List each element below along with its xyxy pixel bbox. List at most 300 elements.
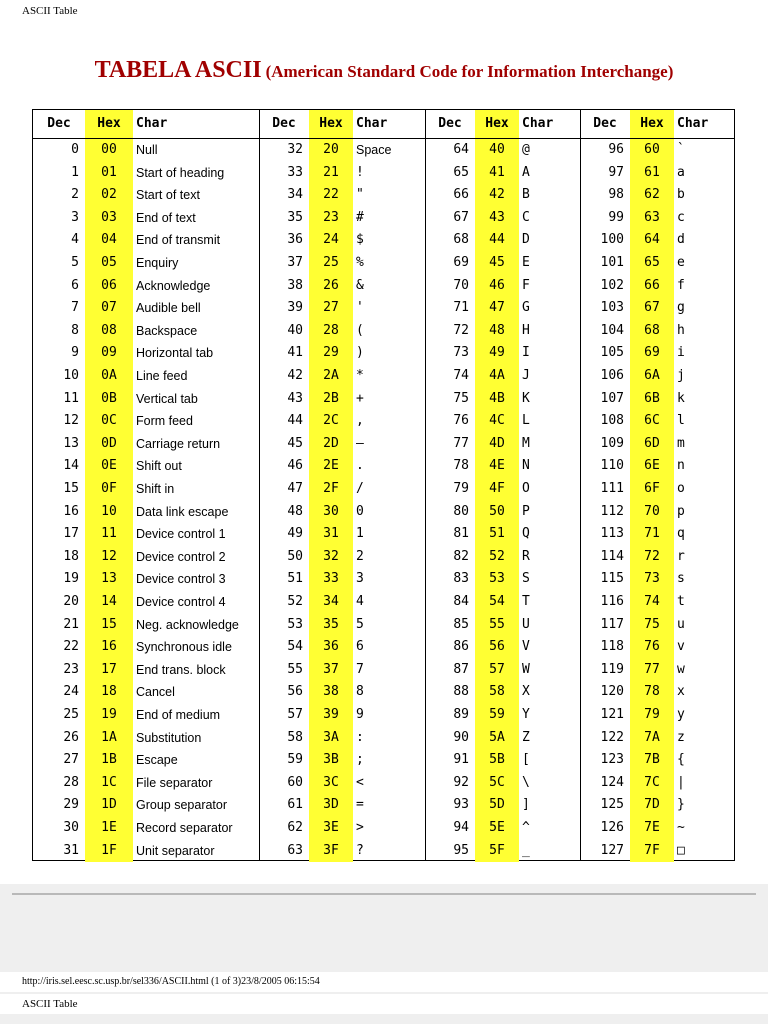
hex-cell: 4C bbox=[475, 410, 519, 433]
header-dec: Dec bbox=[272, 116, 296, 131]
dec-cell: 37 bbox=[287, 255, 303, 270]
hex-cell: 46 bbox=[475, 275, 519, 298]
dec-cell: 107 bbox=[600, 390, 624, 406]
hex-cell: 23 bbox=[309, 207, 353, 230]
char-cell: b bbox=[677, 187, 685, 203]
hex-cell: 03 bbox=[85, 207, 133, 230]
char-cell: Shift in bbox=[136, 482, 175, 496]
hex-cell: 61 bbox=[630, 162, 674, 185]
char-cell: < bbox=[356, 774, 364, 790]
hex-cell: 2C bbox=[309, 410, 353, 433]
char-cell: * bbox=[356, 368, 364, 383]
dec-cell: 3 bbox=[71, 209, 79, 225]
char-cell: e bbox=[677, 255, 685, 270]
dec-cell: 87 bbox=[453, 661, 469, 677]
hex-cell: 51 bbox=[475, 523, 519, 546]
dec-cell: 21 bbox=[63, 616, 79, 632]
hex-cell: 78 bbox=[630, 681, 674, 704]
char-cell: h bbox=[677, 322, 685, 338]
dec-cell: 17 bbox=[63, 526, 79, 542]
dec-cell: 114 bbox=[600, 548, 624, 564]
dec-cell: 113 bbox=[600, 526, 624, 542]
dec-cell: 61 bbox=[287, 797, 303, 813]
dec-cell: 66 bbox=[453, 187, 469, 203]
dec-cell: 72 bbox=[453, 322, 469, 338]
hex-cell: 3C bbox=[309, 772, 353, 795]
char-cell: Device control 2 bbox=[136, 549, 226, 564]
dec-cell: 79 bbox=[453, 481, 469, 496]
hex-cell: 2D bbox=[309, 433, 353, 456]
hex-cell: 0D bbox=[85, 433, 133, 456]
header-dec: Dec bbox=[47, 116, 71, 131]
hex-cell: 0B bbox=[85, 388, 133, 411]
dec-cell: 86 bbox=[453, 639, 469, 655]
dec-cell: 90 bbox=[453, 729, 469, 745]
table-row bbox=[33, 568, 734, 591]
char-cell: Y bbox=[522, 707, 530, 722]
dec-cell: 68 bbox=[453, 232, 469, 248]
hex-cell: 39 bbox=[309, 704, 353, 727]
char-cell: 6 bbox=[356, 639, 364, 655]
dec-cell: 26 bbox=[63, 729, 79, 745]
dec-cell: 120 bbox=[600, 684, 624, 700]
dec-cell: 14 bbox=[63, 458, 79, 474]
hex-cell: 13 bbox=[85, 568, 133, 591]
hex-cell: 5E bbox=[475, 817, 519, 840]
char-cell: > bbox=[356, 820, 364, 835]
hex-cell: 66 bbox=[630, 275, 674, 298]
dec-cell: 99 bbox=[608, 209, 624, 225]
footer-title: ASCII Table bbox=[22, 998, 78, 1010]
group-divider bbox=[425, 110, 426, 860]
dec-cell: 56 bbox=[287, 684, 303, 700]
header-char: Char bbox=[677, 116, 709, 131]
hex-cell: 22 bbox=[309, 184, 353, 207]
dec-cell: 58 bbox=[287, 729, 303, 745]
dec-cell: 73 bbox=[453, 345, 469, 361]
dec-cell: 117 bbox=[600, 616, 624, 632]
hex-cell: 38 bbox=[309, 681, 353, 704]
hex-cell: 79 bbox=[630, 704, 674, 727]
hex-cell: 18 bbox=[85, 681, 133, 704]
table-row bbox=[33, 614, 734, 637]
hex-cell: 77 bbox=[630, 659, 674, 682]
hex-cell: 14 bbox=[85, 591, 133, 614]
dec-cell: 30 bbox=[63, 820, 79, 835]
dec-cell: 74 bbox=[453, 368, 469, 383]
char-cell: ] bbox=[522, 797, 530, 813]
char-cell: End trans. block bbox=[136, 662, 226, 677]
hex-cell: 01 bbox=[85, 162, 133, 185]
hex-cell: 35 bbox=[309, 614, 353, 637]
dec-cell: 7 bbox=[71, 300, 79, 316]
dec-cell: 81 bbox=[453, 526, 469, 542]
hex-cell: 10 bbox=[85, 501, 133, 524]
char-cell: □ bbox=[677, 842, 685, 858]
table-row bbox=[33, 794, 734, 817]
hex-cell: 60 bbox=[630, 139, 674, 162]
char-cell: u bbox=[677, 616, 685, 632]
hex-cell: 56 bbox=[475, 636, 519, 659]
hex-cell: 43 bbox=[475, 207, 519, 230]
dec-cell: 104 bbox=[600, 322, 624, 338]
hex-cell: 1B bbox=[85, 749, 133, 772]
char-cell: i bbox=[677, 345, 685, 361]
dec-cell: 89 bbox=[453, 707, 469, 722]
dec-cell: 112 bbox=[600, 503, 624, 519]
dec-cell: 12 bbox=[63, 413, 79, 429]
hex-cell: 06 bbox=[85, 275, 133, 298]
dec-cell: 39 bbox=[287, 300, 303, 316]
dec-cell: 111 bbox=[600, 481, 624, 496]
table-row bbox=[33, 229, 734, 252]
header-char: Char bbox=[356, 116, 388, 131]
dec-cell: 109 bbox=[600, 435, 624, 451]
group-divider bbox=[259, 110, 260, 860]
char-cell: % bbox=[356, 255, 364, 270]
dec-cell: 101 bbox=[600, 255, 624, 270]
hex-cell: 7C bbox=[630, 772, 674, 795]
char-cell: ( bbox=[356, 322, 364, 338]
table-row bbox=[33, 410, 734, 433]
dec-cell: 11 bbox=[63, 390, 79, 406]
page-title-main: TABELA ASCII bbox=[94, 57, 262, 83]
dec-cell: 48 bbox=[287, 503, 303, 519]
char-cell: . bbox=[356, 458, 364, 474]
dec-cell: 123 bbox=[600, 752, 624, 768]
table-row bbox=[33, 681, 734, 704]
char-cell: [ bbox=[522, 752, 530, 768]
hex-cell: 32 bbox=[309, 546, 353, 569]
dec-cell: 118 bbox=[600, 639, 624, 655]
char-cell: y bbox=[677, 707, 685, 722]
hex-cell: 12 bbox=[85, 546, 133, 569]
hex-cell: 07 bbox=[85, 297, 133, 320]
char-cell: W bbox=[522, 661, 530, 677]
dec-cell: 9 bbox=[71, 345, 79, 361]
hex-cell: 44 bbox=[475, 229, 519, 252]
char-cell: Line feed bbox=[136, 369, 188, 383]
hex-cell: 4A bbox=[475, 365, 519, 388]
page-title bbox=[0, 57, 768, 84]
char-cell: End of text bbox=[136, 210, 196, 225]
char-cell: Unit separator bbox=[136, 843, 215, 858]
char-cell: Cancel bbox=[136, 685, 175, 700]
char-cell: + bbox=[356, 390, 364, 406]
char-cell: s bbox=[677, 571, 685, 587]
char-cell: Vertical tab bbox=[136, 391, 198, 406]
table-row bbox=[33, 184, 734, 207]
char-cell: Data link escape bbox=[136, 504, 229, 519]
char-cell: V bbox=[522, 639, 530, 655]
dec-cell: 65 bbox=[453, 164, 469, 180]
table-row bbox=[33, 455, 734, 478]
hex-cell: 1F bbox=[85, 840, 133, 863]
hex-cell: 72 bbox=[630, 546, 674, 569]
char-cell: End of medium bbox=[136, 708, 221, 722]
char-cell: @ bbox=[522, 142, 530, 157]
hex-cell: 19 bbox=[85, 704, 133, 727]
char-cell: r bbox=[677, 548, 685, 564]
dec-cell: 46 bbox=[287, 458, 303, 474]
char-cell: B bbox=[522, 187, 530, 203]
hex-cell: 64 bbox=[630, 229, 674, 252]
hex-cell: 5B bbox=[475, 749, 519, 772]
dec-cell: 63 bbox=[287, 842, 303, 858]
table-row bbox=[33, 546, 734, 569]
char-cell: C bbox=[522, 209, 530, 225]
dec-cell: 62 bbox=[287, 820, 303, 835]
dec-cell: 10 bbox=[63, 368, 79, 383]
hex-cell: 3F bbox=[309, 840, 353, 863]
header-char: Char bbox=[136, 116, 168, 131]
char-cell: Start of heading bbox=[136, 165, 225, 180]
footer-title-bar bbox=[0, 994, 768, 1014]
char-cell: L bbox=[522, 413, 530, 429]
hex-cell: 4D bbox=[475, 433, 519, 456]
char-cell: Form feed bbox=[136, 414, 193, 429]
hex-cell: 04 bbox=[85, 229, 133, 252]
hex-cell: 2F bbox=[309, 478, 353, 501]
dec-cell: 108 bbox=[600, 413, 624, 429]
dec-cell: 49 bbox=[287, 526, 303, 542]
hex-cell: 6F bbox=[630, 478, 674, 501]
hex-cell: 71 bbox=[630, 523, 674, 546]
char-cell: Neg. acknowledge bbox=[136, 617, 239, 632]
dec-cell: 2 bbox=[71, 187, 79, 203]
char-cell: w bbox=[677, 661, 685, 677]
dec-cell: 31 bbox=[63, 842, 79, 858]
char-cell: v bbox=[677, 639, 685, 655]
hex-cell: 47 bbox=[475, 297, 519, 320]
dec-cell: 57 bbox=[287, 707, 303, 722]
ascii-table bbox=[32, 109, 735, 861]
hex-cell: 6D bbox=[630, 433, 674, 456]
divider bbox=[12, 893, 756, 895]
dec-cell: 53 bbox=[287, 616, 303, 632]
dec-cell: 75 bbox=[453, 390, 469, 406]
hex-cell: 48 bbox=[475, 320, 519, 343]
char-cell: 1 bbox=[356, 526, 364, 542]
dec-cell: 69 bbox=[453, 255, 469, 270]
table-row bbox=[33, 727, 734, 750]
table-row bbox=[33, 342, 734, 365]
hex-cell: 0A bbox=[85, 365, 133, 388]
hex-cell: 63 bbox=[630, 207, 674, 230]
hex-cell: 58 bbox=[475, 681, 519, 704]
dec-cell: 105 bbox=[600, 345, 624, 361]
dec-cell: 85 bbox=[453, 616, 469, 632]
table-row bbox=[33, 523, 734, 546]
hex-cell: 62 bbox=[630, 184, 674, 207]
table-row bbox=[33, 659, 734, 682]
dec-cell: 126 bbox=[600, 820, 624, 835]
hex-cell: 3E bbox=[309, 817, 353, 840]
dec-cell: 93 bbox=[453, 797, 469, 813]
hex-cell: 4B bbox=[475, 388, 519, 411]
char-cell: ' bbox=[356, 300, 364, 316]
dec-cell: 27 bbox=[63, 752, 79, 768]
dec-cell: 16 bbox=[63, 503, 79, 519]
char-cell: Audible bell bbox=[136, 301, 201, 316]
table-row bbox=[33, 162, 734, 185]
dec-cell: 20 bbox=[63, 594, 79, 609]
char-cell: E bbox=[522, 255, 530, 270]
char-cell: M bbox=[522, 435, 530, 451]
hex-cell: 20 bbox=[309, 139, 353, 162]
group-divider bbox=[580, 110, 581, 860]
dec-cell: 122 bbox=[600, 729, 624, 745]
dec-cell: 4 bbox=[71, 232, 79, 248]
dec-cell: 77 bbox=[453, 435, 469, 451]
hex-cell: 08 bbox=[85, 320, 133, 343]
hex-cell: 2A bbox=[309, 365, 353, 388]
hex-cell: 75 bbox=[630, 614, 674, 637]
hex-cell: 05 bbox=[85, 252, 133, 275]
hex-cell: 16 bbox=[85, 636, 133, 659]
hex-cell: 27 bbox=[309, 297, 353, 320]
dec-cell: 41 bbox=[287, 345, 303, 361]
char-cell: = bbox=[356, 797, 364, 813]
char-cell: Escape bbox=[136, 753, 178, 768]
char-cell: N bbox=[522, 458, 530, 474]
dec-cell: 91 bbox=[453, 752, 469, 768]
hex-cell: 40 bbox=[475, 139, 519, 162]
dec-cell: 24 bbox=[63, 684, 79, 700]
header-hex: Hex bbox=[630, 110, 674, 138]
dec-cell: 1 bbox=[71, 164, 79, 180]
dec-cell: 54 bbox=[287, 639, 303, 655]
hex-cell: 73 bbox=[630, 568, 674, 591]
dec-cell: 96 bbox=[608, 142, 624, 157]
hex-cell: 09 bbox=[85, 342, 133, 365]
char-cell: ! bbox=[356, 164, 364, 180]
dec-cell: 127 bbox=[600, 842, 624, 858]
char-cell: File separator bbox=[136, 775, 213, 790]
dec-cell: 82 bbox=[453, 548, 469, 564]
hex-cell: 31 bbox=[309, 523, 353, 546]
char-cell: n bbox=[677, 458, 685, 474]
char-cell: A bbox=[522, 164, 530, 180]
hex-cell: 68 bbox=[630, 320, 674, 343]
hex-cell: 3A bbox=[309, 727, 353, 750]
dec-cell: 35 bbox=[287, 209, 303, 225]
dec-cell: 8 bbox=[71, 322, 79, 338]
char-cell: d bbox=[677, 232, 685, 248]
dec-cell: 36 bbox=[287, 232, 303, 248]
hex-cell: 7E bbox=[630, 817, 674, 840]
hex-cell: 02 bbox=[85, 184, 133, 207]
hex-cell: 65 bbox=[630, 252, 674, 275]
hex-cell: 52 bbox=[475, 546, 519, 569]
char-cell: 7 bbox=[356, 661, 364, 677]
dec-cell: 103 bbox=[600, 300, 624, 316]
hex-cell: 7F bbox=[630, 840, 674, 863]
hex-cell: 49 bbox=[475, 342, 519, 365]
hex-cell: 3B bbox=[309, 749, 353, 772]
char-cell: ? bbox=[356, 842, 364, 858]
char-cell: x bbox=[677, 684, 685, 700]
char-cell: – bbox=[356, 435, 364, 451]
table-row bbox=[33, 817, 734, 840]
hex-cell: 33 bbox=[309, 568, 353, 591]
hex-cell: 45 bbox=[475, 252, 519, 275]
char-cell: : bbox=[356, 729, 364, 745]
dec-cell: 121 bbox=[600, 707, 624, 722]
char-cell: Acknowledge bbox=[136, 278, 211, 293]
hex-cell: 2B bbox=[309, 388, 353, 411]
char-cell: g bbox=[677, 300, 685, 316]
hex-cell: 36 bbox=[309, 636, 353, 659]
header-dec: Dec bbox=[593, 116, 617, 131]
dec-cell: 45 bbox=[287, 435, 303, 451]
char-cell: $ bbox=[356, 232, 364, 248]
char-cell: Null bbox=[136, 143, 158, 157]
char-cell: ; bbox=[356, 752, 364, 768]
char-cell: Synchronous idle bbox=[136, 640, 232, 655]
hex-cell: 5C bbox=[475, 772, 519, 795]
dec-cell: 23 bbox=[63, 661, 79, 677]
table-row bbox=[33, 772, 734, 795]
dec-cell: 83 bbox=[453, 571, 469, 587]
dec-cell: 40 bbox=[287, 322, 303, 338]
dec-cell: 55 bbox=[287, 661, 303, 677]
table-row bbox=[33, 207, 734, 230]
dec-cell: 100 bbox=[600, 232, 624, 248]
char-cell: 9 bbox=[356, 707, 364, 722]
dec-cell: 34 bbox=[287, 187, 303, 203]
dec-cell: 64 bbox=[453, 142, 469, 157]
char-cell: Start of text bbox=[136, 188, 200, 203]
hex-cell: 7A bbox=[630, 727, 674, 750]
dec-cell: 84 bbox=[453, 594, 469, 609]
hex-cell: 34 bbox=[309, 591, 353, 614]
char-cell: # bbox=[356, 209, 364, 225]
char-cell: S bbox=[522, 571, 530, 587]
char-cell: & bbox=[356, 277, 364, 293]
table-row bbox=[33, 501, 734, 524]
dec-cell: 38 bbox=[287, 277, 303, 293]
dec-cell: 25 bbox=[63, 707, 79, 722]
dec-cell: 125 bbox=[600, 797, 624, 813]
char-cell: , bbox=[356, 413, 364, 429]
char-cell: R bbox=[522, 548, 530, 564]
char-cell: 2 bbox=[356, 548, 364, 564]
dec-cell: 116 bbox=[600, 594, 624, 609]
char-cell: " bbox=[356, 187, 364, 203]
document-title: ASCII Table bbox=[22, 5, 78, 17]
dec-cell: 102 bbox=[600, 277, 624, 293]
table-row bbox=[33, 365, 734, 388]
dec-cell: 60 bbox=[287, 774, 303, 790]
dec-cell: 19 bbox=[63, 571, 79, 587]
char-cell: P bbox=[522, 503, 530, 519]
hex-cell: 3D bbox=[309, 794, 353, 817]
header-hex: Hex bbox=[85, 110, 133, 138]
char-cell: Record separator bbox=[136, 821, 233, 835]
char-cell: Substitution bbox=[136, 730, 202, 745]
char-cell: ` bbox=[677, 142, 685, 157]
char-cell: Z bbox=[522, 729, 530, 745]
char-cell: 8 bbox=[356, 684, 364, 700]
char-cell: | bbox=[677, 774, 685, 790]
hex-cell: 70 bbox=[630, 501, 674, 524]
char-cell: \ bbox=[522, 774, 530, 790]
dec-cell: 71 bbox=[453, 300, 469, 316]
header-char: Char bbox=[522, 116, 554, 131]
char-cell: Space bbox=[356, 143, 392, 157]
char-cell: 4 bbox=[356, 594, 364, 609]
